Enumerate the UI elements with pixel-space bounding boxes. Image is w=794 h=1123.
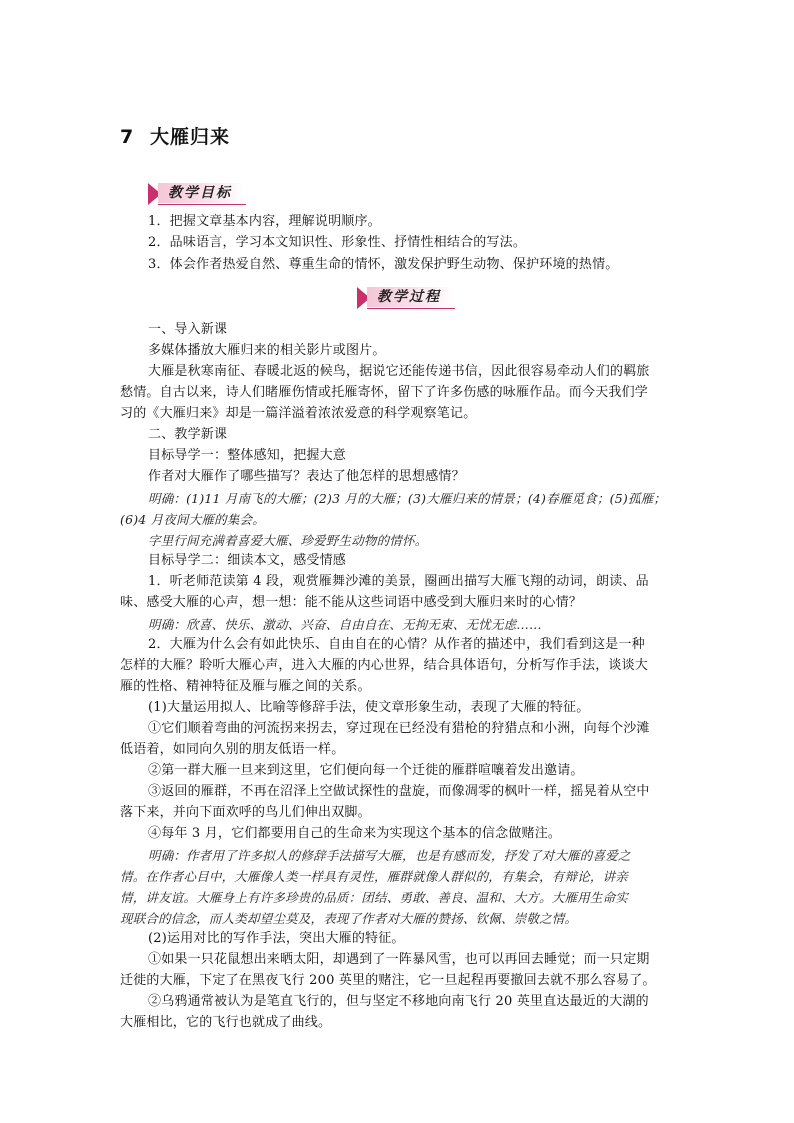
page-title <box>120 122 230 149</box>
paragraph-line: 落下来，并向下面欢呼的鸟儿们伸出双脚。 <box>120 805 371 820</box>
answer-line: (6)4 月夜间大雁的集会。 <box>120 512 265 527</box>
paragraph-line: 大雁是秋寒南征、春暖北返的候鸟，据说它还能传递书信，因此很容易牵动人们的羁旅 <box>148 364 650 379</box>
banner-label: 教学过程 <box>377 289 441 305</box>
paragraph-line: 雁的性格、精神特征及雁与雁之间的关系。 <box>120 679 371 694</box>
answer-line: 情。在作者心目中，大雁像人类一样具有灵性，雁群就像人群似的，有集会，有辩论，讲亲 <box>120 869 629 884</box>
goal-1: 1．把握文章基本内容，理解说明顺序。 <box>148 214 381 229</box>
section-banner-goals <box>148 183 258 205</box>
answer-line: 明确：(1)11 月南飞的大雁；(2)3 月的大雁；(3)大雁归来的情景；(4)春雁觅食；(5)孤雁； <box>148 491 667 506</box>
paragraph-line: 多媒体播放大雁归来的相关影片或图片。 <box>148 343 386 358</box>
section-heading: 一、导入新课 <box>148 322 228 337</box>
answer-line: 字里行间充满着喜爱大雁、珍爱野生动物的情怀。 <box>148 533 428 548</box>
banner-label: 教学目标 <box>168 185 232 201</box>
question-line: 作者对大雁作了哪些描写？表达了他怎样的思想感情？ <box>148 469 465 484</box>
section-banner-process <box>357 287 467 309</box>
section-heading: 二、教学新课 <box>148 427 228 442</box>
goal-heading: 目标导学一：整体感知，把握大意 <box>148 448 347 463</box>
answer-line: 明确：作者用了许多拟人的修辞手法描写大雁，也是有感而发，抒发了对大雁的喜爱之 <box>148 848 631 863</box>
paragraph-line: ④每年 3 月，它们都要用自己的生命来为实现这个基本的信念做赌注。 <box>148 826 562 841</box>
paragraph-line: ①它们顺着弯曲的河流拐来拐去，穿过现在已经没有猎枪的狩猎点和小洲，向每个沙滩 <box>148 721 650 736</box>
paragraph-line: 怎样的大雁？聆听大雁心声，进入大雁的内心世界，结合具体语句，分析写作手法，谈谈大 <box>120 658 649 673</box>
paragraph-line: 习的《大雁归来》却是一篇洋溢着浓浓爱意的科学观察笔记。 <box>120 406 477 421</box>
answer-line: 情，讲友谊。大雁身上有许多珍贵的品质：团结、勇敢、善良、温和、大方。大雁用生命实 <box>120 890 629 905</box>
goal-2: 2．品味语言，学习本文知识性、形象性、抒情性相结合的写法。 <box>148 235 527 250</box>
title-number: 7 <box>120 126 135 148</box>
paragraph-line: 愁情。自古以来，诗人们睹雁伤情或托雁寄怀，留下了许多伤感的咏雁作品。而今天我们学 <box>120 385 649 400</box>
paragraph-line: ①如果一只花鼠想出来晒太阳，却遇到了一阵暴风雪，也可以再回去睡觉；而一只定期 <box>148 952 650 967</box>
paragraph-line: 低语着，如同向久别的朋友低语一样。 <box>120 742 345 757</box>
answer-line: 现联合的信念，而人类却望尘莫及，表现了作者对大雁的赞扬、钦佩、崇敬之情。 <box>120 911 578 926</box>
paragraph-line: ②第一群大雁一旦来到这里，它们便向每一个迁徙的雁群喧嚷着发出邀请。 <box>148 763 584 778</box>
paragraph-line: (2)运用对比的写作手法，突出大雁的特征。 <box>148 931 405 946</box>
paragraph-line: 1．听老师范读第 4 段，观赏雁舞沙滩的美景，圈画出描写大雁飞翔的动词，朗读、品 <box>148 574 649 589</box>
goal-heading: 目标导学二：细读本文，感受情感 <box>148 553 347 568</box>
paragraph-line: 迁徙的大雁，下定了在黑夜飞行 200 英里的赌注，它一旦起程再要撤回去就不那么容易了。 <box>120 973 656 988</box>
paragraph-line: ③返回的雁群，不再在沼泽上空做试探性的盘旋，而像凋零的枫叶一样，摇晃着从空中 <box>148 784 650 799</box>
answer-line: 明确：欣喜、快乐、激动、兴奋、自由自在、无拘无束、无忧无虑…… <box>148 617 542 632</box>
paragraph-line: 2．大雁为什么会有如此快乐、自由自在的心情？从作者的描述中，我们看到这是一种 <box>148 637 645 652</box>
title-text: 大雁归来 <box>150 126 231 148</box>
goal-3: 3．体会作者热爱自然、尊重生命的情怀，激发保护野生动物、保护环境的热情。 <box>148 257 619 272</box>
paragraph-line: 大雁相比，它的飞行也就成了曲线。 <box>120 1015 332 1030</box>
paragraph-line: 味、感受大雁的心声，想一想：能不能从这些词语中感受到大雁归来时的心情？ <box>120 595 583 610</box>
paragraph-line: ②乌鸦通常被认为是笔直飞行的，但与坚定不移地向南飞行 20 英里直达最近的大湖的 <box>148 994 649 1009</box>
paragraph-line: (1)大量运用拟人、比喻等修辞手法，使文章形象生动，表现了大雁的特征。 <box>148 700 590 715</box>
